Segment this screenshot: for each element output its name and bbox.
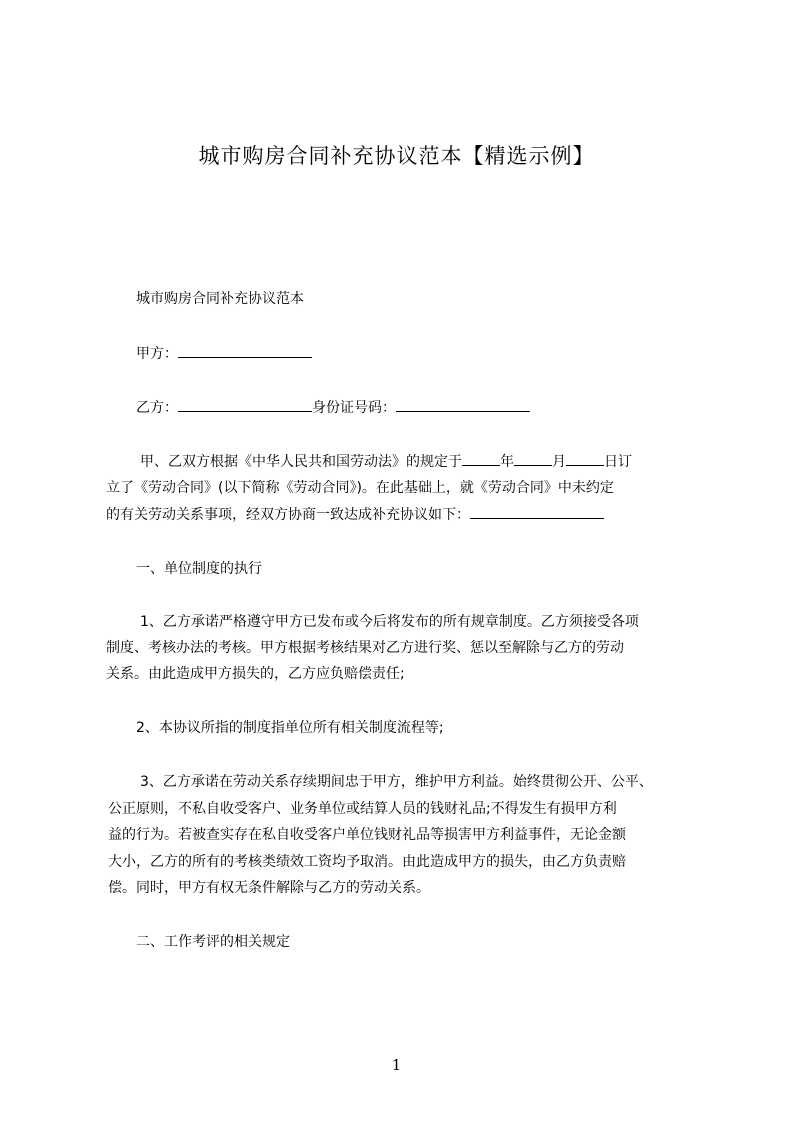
clause-3-line-2: 公正原则，不私自收受客户、业务单位或结算人员的钱财礼品;不得发生有损甲方利 bbox=[108, 801, 617, 817]
section-1-heading: 一、单位制度的执行 bbox=[136, 561, 262, 577]
intro-text-3: 的有关劳动关系事项，经双方协商一致达成补充协议如下： bbox=[106, 507, 470, 523]
clause-3-line-3: 益的行为。若被查实存在私自收受客户单位钱财礼品等损害甲方利益事件，无论金额 bbox=[108, 827, 626, 843]
party-b-line bbox=[136, 396, 530, 420]
clause-3-line-1: 3、乙方承诺在劳动关系存续期间忠于甲方，维护甲方利益。始终贯彻公开、公平、 bbox=[140, 774, 653, 790]
clause-1-line-1: 1、乙方承诺严格遵守甲方已发布或今后将发布的所有规章制度。乙方须接受各项 bbox=[140, 614, 639, 630]
intro-line-3 bbox=[106, 503, 604, 527]
clause-1-line-2: 制度、考核办法的考核。甲方根据考核结果对乙方进行奖、惩以至解除与乙方的劳动 bbox=[106, 640, 624, 656]
intro-line-1 bbox=[140, 450, 632, 474]
month-blank bbox=[514, 450, 552, 466]
year-blank bbox=[462, 450, 500, 466]
intro-line-2: 立了《劳动合同》(以下简称《劳动合同》)。在此基础上，就《劳动合同》中未约定 bbox=[106, 480, 614, 496]
clause-1-line-3: 关系。由此造成甲方损失的，乙方应负赔偿责任; bbox=[106, 666, 405, 682]
clause-3-line-4: 大小，乙方的所有的考核类绩效工资均予取消。由此造成甲方的损失，由乙方负责赔 bbox=[108, 854, 626, 870]
party-a-label: 甲方： bbox=[136, 346, 178, 362]
clause-3-line-5: 偿。同时，甲方有权无条件解除与乙方的劳动关系。 bbox=[108, 880, 430, 896]
party-b-label: 乙方： bbox=[136, 400, 178, 416]
intro-text-1: 甲、乙双方根据《中华人民共和国劳动法》的规定于 bbox=[140, 454, 462, 470]
id-number-label: 身份证号码： bbox=[312, 400, 396, 416]
intro-blank bbox=[470, 503, 604, 519]
id-number-blank bbox=[396, 396, 530, 412]
month-label: 月 bbox=[552, 454, 566, 470]
clause-2: 2、本协议所指的制度指单位所有相关制度流程等; bbox=[136, 720, 444, 736]
party-a-blank bbox=[178, 342, 312, 358]
party-a-line bbox=[136, 342, 312, 366]
document-title: 城市购房合同补充协议范本【精选示例】 bbox=[198, 144, 595, 168]
page-number: 1 bbox=[391, 1056, 402, 1074]
day-blank bbox=[566, 450, 604, 466]
party-b-blank bbox=[178, 396, 312, 412]
day-label: 日订 bbox=[604, 454, 632, 470]
document-subtitle: 城市购房合同补充协议范本 bbox=[136, 291, 304, 307]
section-2-heading: 二、工作考评的相关规定 bbox=[136, 934, 290, 950]
year-label: 年 bbox=[500, 454, 514, 470]
